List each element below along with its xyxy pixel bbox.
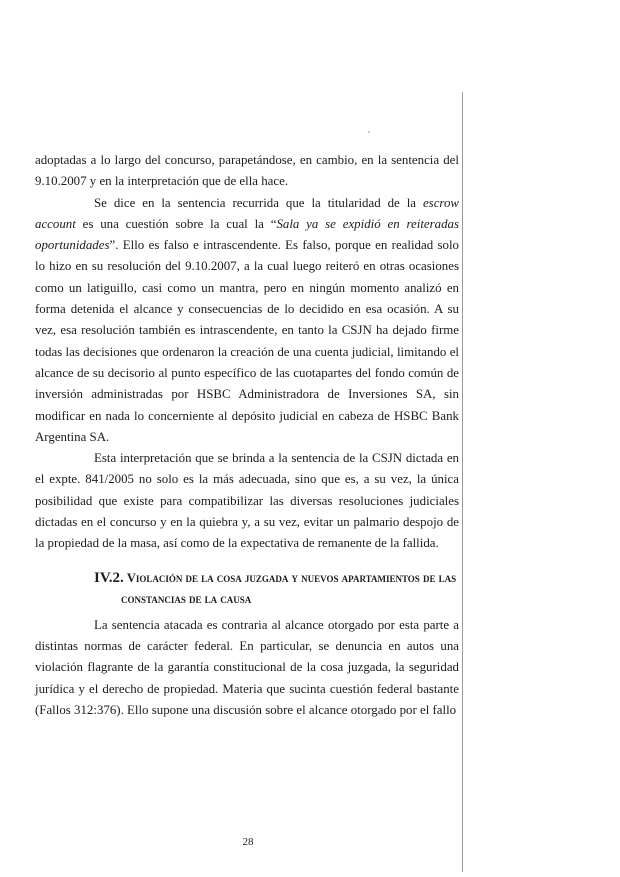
section-title-line-2: constancias de la causa: [121, 592, 252, 607]
paragraph-4: La sentencia atacada es contraria al alcance otorgado por esta parte a distintas normas de carácter federal. En particular, se denuncia en autos una violación flagrante de la garantía constitucional de la cosa juzgada, la seguridad jurídica y el derecho de propiedad. Materia que sucinta cuestión federal bastante (Fallos 312:376). Ello supone una discusión sobre el alcance otorgado por el fallo: [35, 617, 459, 717]
section-title-line-1: Violación de la cosa juzgada y nuevos apartamientos de las: [126, 570, 457, 585]
section-number: IV.2.: [94, 569, 124, 586]
section-heading: [35, 568, 459, 611]
margin-rule: [462, 92, 463, 872]
paragraph-3: Esta interpretación que se brinda a la sentencia de la CSJN dictada en el expte. 841/2005 no solo es la más adecuada, sino que es, a su vez, la única posibilidad que existe para compatibilizar las diversas resoluciones judiciales dictadas en el concurso y en la quiebra y, a su vez, evitar un palmario despojo de la propiedad de la masa, así como de la expectativa de remanente de la fallida.: [35, 451, 459, 551]
section-heading-line-1: [94, 568, 459, 590]
paragraph-2-text-a: Se dice en la sentencia recurrida que la titularidad de la: [94, 195, 423, 210]
page-number: 28: [242, 836, 254, 848]
paragraph-2-text-c: ”. Ello es falso e intrascendente. Es falso, porque en realidad solo lo hizo en su resolución del 9.10.2007, a la cual luego reiteró en otras ocasiones como un latiguillo, casi como un mantra, pero en ningún momento analizó en forma detenida el alcance y consecuencias de lo decidido en esa ocasión. A su vez, esa resolución también es intrascendente, en tanto la CSJN ha dejado firme todas las decisiones que ordenaron la creación de una cuenta judicial, limitando el alcance de su decisorio al punto específico de las cuotapartes del fondo común de inversión administradas por HSBC Administradora de Inversiones SA, sin modificar en nada lo concerniente al depósito judicial en cabeza de HSBC Bank Argentina SA.: [35, 238, 459, 444]
paragraph-2-text-b: es una cuestión sobre la cual la “: [75, 216, 277, 231]
body-text: [35, 150, 459, 721]
paragraph-2-italic-a: escrow account: [35, 195, 459, 231]
paragraph-1: adoptadas a lo largo del concurso, parapetándose, en cambio, en la sentencia del 9.10.2007 y en la interpretación que de ella hace.: [35, 153, 459, 189]
paragraph-2: [35, 193, 459, 449]
paragraph-2-italic-b: Sala ya se expidió en reiteradas oportunidades: [35, 216, 459, 253]
scan-speck: [368, 131, 370, 133]
